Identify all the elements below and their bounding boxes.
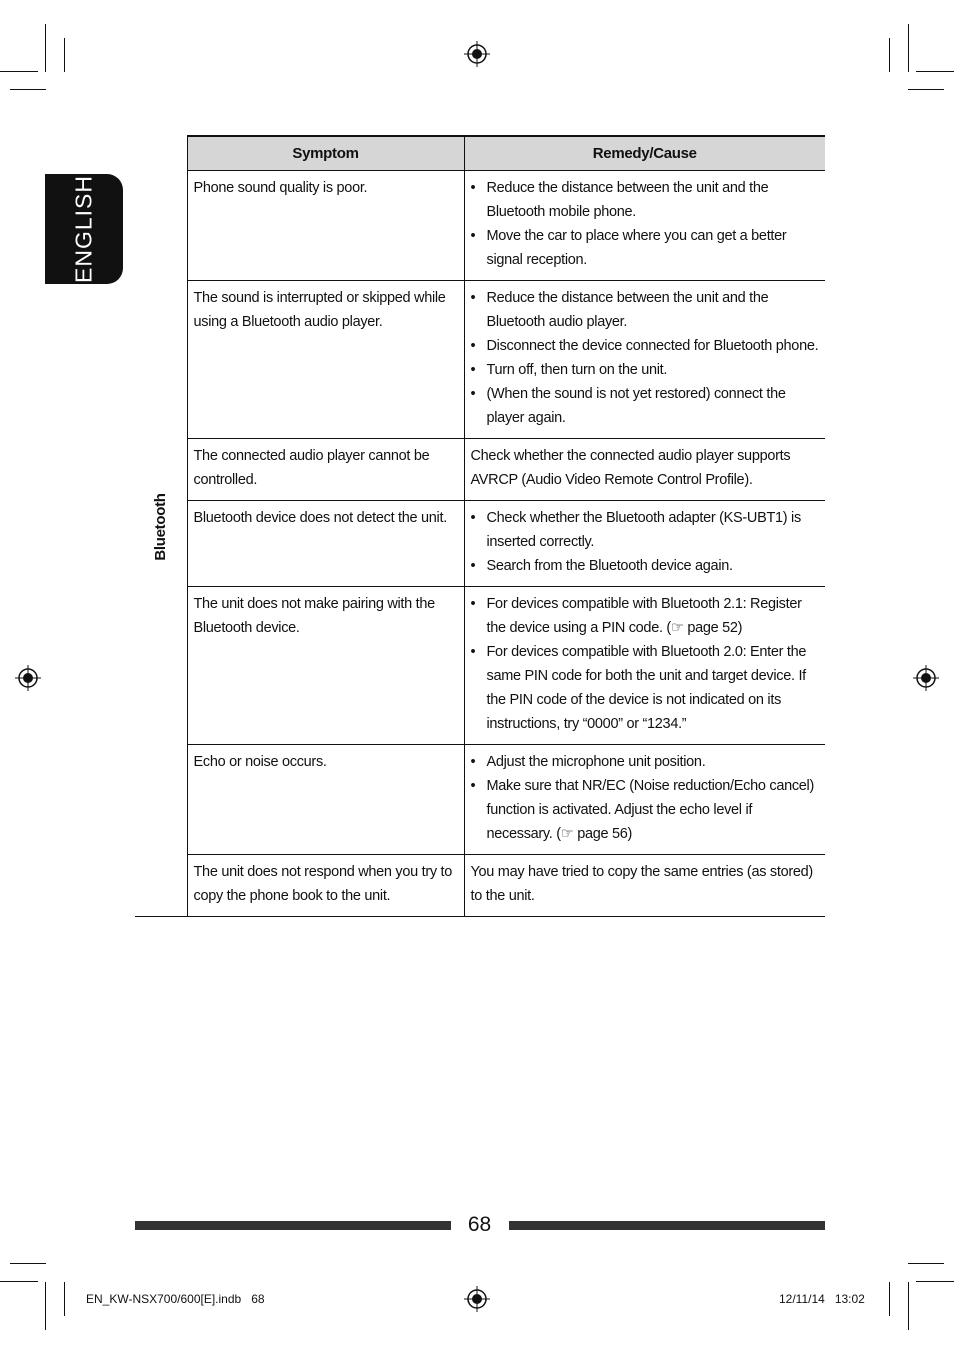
remedy-cell bbox=[464, 745, 825, 855]
remedy-cell bbox=[464, 439, 825, 501]
page-number: 68 bbox=[467, 1213, 492, 1236]
remedy-cell bbox=[464, 855, 825, 917]
symptom-cell: The sound is interrupted or skipped while using a Bluetooth audio player. bbox=[187, 281, 464, 439]
table-header-row bbox=[135, 136, 825, 171]
troubleshooting-table bbox=[135, 135, 825, 917]
crop-mark bbox=[45, 24, 46, 72]
remedy-item: • Adjust the microphone unit position. bbox=[471, 750, 820, 774]
crop-mark bbox=[64, 1282, 65, 1316]
remedy-cell bbox=[464, 281, 825, 439]
registration-mark-icon bbox=[913, 665, 939, 691]
table-row bbox=[135, 501, 825, 587]
table-row bbox=[135, 587, 825, 745]
symptom-cell: The connected audio player cannot be controlled. bbox=[187, 439, 464, 501]
crop-mark bbox=[45, 1282, 46, 1330]
registration-mark-icon bbox=[464, 41, 490, 67]
crop-mark bbox=[908, 1263, 944, 1264]
table-row bbox=[135, 171, 825, 281]
remedy-item: • For devices compatible with Bluetooth 2.0: Enter the same PIN code for both the unit and target device. If the PIN code of the device is not indicated on its instructions, try “0000” or “1234.” bbox=[471, 640, 820, 736]
language-tab-label: ENGLISH bbox=[70, 175, 97, 283]
remedy-item: • Reduce the distance between the unit and the Bluetooth mobile phone. bbox=[471, 176, 820, 224]
table-row bbox=[135, 855, 825, 917]
category-cell bbox=[135, 171, 187, 917]
page-bar-right bbox=[509, 1221, 825, 1230]
table-row bbox=[135, 281, 825, 439]
header-symptom: Symptom bbox=[187, 136, 464, 171]
remedy-cell bbox=[464, 587, 825, 745]
crop-mark bbox=[0, 71, 38, 72]
remedy-cell bbox=[464, 501, 825, 587]
crop-mark bbox=[916, 71, 954, 72]
crop-mark bbox=[64, 38, 65, 72]
footer-date: 12/11/14 13:02 bbox=[779, 1292, 865, 1306]
symptom-cell: Echo or noise occurs. bbox=[187, 745, 464, 855]
registration-mark-icon bbox=[15, 665, 41, 691]
remedy-text: You may have tried to copy the same entries (as stored) to the unit. bbox=[470, 864, 813, 904]
symptom-cell: Phone sound quality is poor. bbox=[187, 171, 464, 281]
crop-mark bbox=[916, 1281, 954, 1282]
remedy-item: • Disconnect the device connected for Bluetooth phone. bbox=[471, 334, 820, 358]
remedy-cell bbox=[464, 171, 825, 281]
footer-file-info: EN_KW-NSX700/600[E].indb 68 bbox=[86, 1292, 265, 1306]
remedy-item: • Search from the Bluetooth device again. bbox=[471, 554, 820, 578]
remedy-item: • Make sure that NR/EC (Noise reduction/Echo cancel) function is activated. Adjust the echo level if necessary. (☞ page 56) bbox=[471, 774, 820, 846]
remedy-item: • Move the car to place where you can get a better signal reception. bbox=[471, 224, 820, 272]
remedy-item: • Turn off, then turn on the unit. bbox=[471, 358, 820, 382]
crop-mark bbox=[908, 89, 944, 90]
crop-mark bbox=[10, 1263, 46, 1264]
crop-mark bbox=[889, 38, 890, 72]
remedy-item: • Check whether the Bluetooth adapter (KS-UBT1) is inserted correctly. bbox=[471, 506, 820, 554]
header-blank-cell bbox=[135, 136, 187, 171]
crop-mark bbox=[0, 1281, 38, 1282]
category-label: Bluetooth bbox=[152, 492, 169, 561]
language-tab bbox=[45, 174, 123, 284]
symptom-cell: The unit does not respond when you try to copy the phone book to the unit. bbox=[187, 855, 464, 917]
remedy-item: • (When the sound is not yet restored) connect the player again. bbox=[471, 382, 820, 430]
remedy-item: • For devices compatible with Bluetooth 2.1: Register the device using a PIN code. (☞ page 52) bbox=[471, 592, 820, 640]
symptom-cell: The unit does not make pairing with the Bluetooth device. bbox=[187, 587, 464, 745]
crop-mark bbox=[908, 24, 909, 72]
table-row bbox=[135, 439, 825, 501]
page-bar-left bbox=[135, 1221, 451, 1230]
remedy-text: Check whether the connected audio player supports AVRCP (Audio Video Remote Control Profile). bbox=[470, 448, 791, 488]
remedy-item: • Reduce the distance between the unit and the Bluetooth audio player. bbox=[471, 286, 820, 334]
table-row bbox=[135, 745, 825, 855]
crop-mark bbox=[908, 1282, 909, 1330]
header-remedy: Remedy/Cause bbox=[464, 136, 825, 171]
crop-mark bbox=[889, 1282, 890, 1316]
crop-mark bbox=[10, 89, 46, 90]
registration-mark-icon bbox=[464, 1286, 490, 1312]
symptom-cell: Bluetooth device does not detect the unit. bbox=[187, 501, 464, 587]
